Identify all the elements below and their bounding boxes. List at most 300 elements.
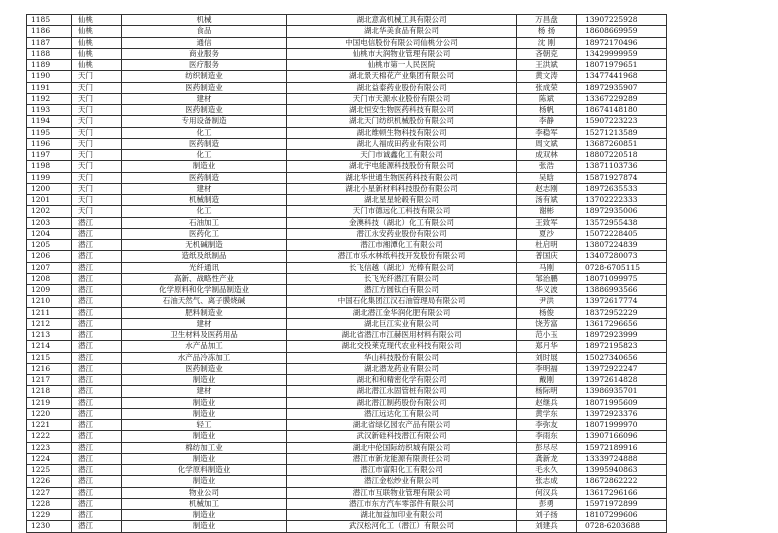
city-cell: 潜江 [72,465,122,476]
table-row [27,26,667,37]
table-row [27,465,667,476]
contact-person-cell: 陈斌 [517,93,577,104]
phone-cell: 18608669959 [577,26,667,37]
city-cell: 天门 [72,161,122,172]
table-row [27,105,667,116]
phone-cell: 18071995609 [577,397,667,408]
contact-person-cell: 黄学东 [517,408,577,419]
contact-person-cell: 李稳军 [517,127,577,138]
company-cell: 武汉新硅科技潜江有限公司 [287,431,517,442]
phone-cell: 13687260851 [577,138,667,149]
table-row [27,386,667,397]
table-row [27,228,667,239]
company-cell: 潜江市新龙能源有限责任公司 [287,453,517,464]
city-cell: 潜江 [72,273,122,284]
row-number-cell: 1189 [27,60,72,71]
city-cell: 潜江 [72,285,122,296]
table-row [27,251,667,262]
industry-cell: 通信 [122,37,287,48]
row-number-cell: 1200 [27,183,72,194]
phone-cell: 13907166096 [577,431,667,442]
table-row [27,48,667,59]
table-row [27,330,667,341]
row-number-cell: 1203 [27,217,72,228]
company-cell: 潜江方圆钛白有限公司 [287,285,517,296]
city-cell: 天门 [72,172,122,183]
city-cell: 潜江 [72,386,122,397]
row-number-cell: 1191 [27,82,72,93]
contact-person-cell: 赵志刚 [517,183,577,194]
table-row [27,510,667,521]
city-cell: 仙桃 [72,15,122,26]
company-cell: 湖北华美食品有限公司 [287,26,517,37]
row-number-cell: 1218 [27,386,72,397]
row-number-cell: 1201 [27,195,72,206]
company-cell: 湖北意高机械工具有限公司 [287,15,517,26]
row-number-cell: 1221 [27,420,72,431]
phone-cell: 18107299606 [577,510,667,521]
contact-person-cell: 马刚 [517,262,577,273]
city-cell: 潜江 [72,240,122,251]
contact-person-cell: 范小玉 [517,330,577,341]
company-cell: 长飞光纤潜江有限公司 [287,273,517,284]
industry-cell: 高新、战略性产业 [122,273,287,284]
city-cell: 天门 [72,183,122,194]
company-cell: 湖北华世通生物医药科技有限公司 [287,172,517,183]
table-row [27,442,667,453]
contact-person-cell: 杨帆 [517,105,577,116]
table-row [27,352,667,363]
row-number-cell: 1217 [27,375,72,386]
industry-cell: 建材 [122,93,287,104]
contact-person-cell: 何汉兵 [517,487,577,498]
industry-cell: 制造业 [122,521,287,532]
industry-cell: 医疗服务 [122,60,287,71]
industry-cell: 制造业 [122,397,287,408]
table-row [27,206,667,217]
row-number-cell: 1193 [27,105,72,116]
contact-person-cell: 李弥友 [517,420,577,431]
contact-person-cell: 杨际明 [517,386,577,397]
industry-cell: 化学原料制造业 [122,465,287,476]
company-cell: 潜江市乐水林纸科技开发股份有限公司 [287,251,517,262]
industry-cell: 医药化工 [122,228,287,239]
table-row [27,375,667,386]
industry-cell: 制造业 [122,510,287,521]
row-number-cell: 1227 [27,487,72,498]
industry-cell: 医药制造 [122,172,287,183]
company-cell: 湖北加益加印业有限公司 [287,510,517,521]
industry-cell: 制造业 [122,453,287,464]
company-contact-table [26,14,667,533]
row-number-cell: 1187 [27,37,72,48]
contact-person-cell: 汤有斌 [517,195,577,206]
industry-cell: 卫生材料及医药用品 [122,330,287,341]
city-cell: 潜江 [72,431,122,442]
city-cell: 潜江 [72,296,122,307]
industry-cell: 医药制造业 [122,105,287,116]
contact-person-cell: 沈 刚 [517,37,577,48]
industry-cell: 建材 [122,183,287,194]
table-row [27,521,667,532]
company-cell: 长飞信越（湖北）光棒有限公司 [287,262,517,273]
city-cell: 天门 [72,93,122,104]
company-cell: 湖北交投莱克现代农业科技有限公司 [287,341,517,352]
industry-cell: 造纸及纸制品 [122,251,287,262]
table-row [27,285,667,296]
industry-cell: 肥料制造业 [122,307,287,318]
phone-cell: 13986935701 [577,386,667,397]
city-cell: 天门 [72,195,122,206]
contact-person-cell: 张成荣 [517,82,577,93]
industry-cell: 制造业 [122,476,287,487]
row-number-cell: 1209 [27,285,72,296]
city-cell: 潜江 [72,442,122,453]
contact-person-cell: 夏沙 [517,228,577,239]
city-cell: 潜江 [72,330,122,341]
city-cell: 天门 [72,82,122,93]
row-number-cell: 1194 [27,116,72,127]
phone-cell: 13477441968 [577,71,667,82]
phone-cell: 13907225928 [577,15,667,26]
phone-cell: 13617296166 [577,487,667,498]
row-number-cell: 1202 [27,206,72,217]
company-cell: 潜江金松纱业有限公司 [287,476,517,487]
industry-cell: 医药制造业 [122,363,287,374]
city-cell: 潜江 [72,228,122,239]
industry-cell: 医药制造 [122,138,287,149]
contact-person-cell: 彭尽尽 [517,442,577,453]
row-number-cell: 1211 [27,307,72,318]
city-cell: 天门 [72,105,122,116]
phone-cell: 13339724888 [577,453,667,464]
contact-person-cell: 杨 扬 [517,26,577,37]
company-cell: 潜江市湘潭化工有限公司 [287,240,517,251]
industry-cell: 建材 [122,318,287,329]
phone-cell: 18071099975 [577,273,667,284]
row-number-cell: 1226 [27,476,72,487]
row-number-cell: 1196 [27,138,72,149]
table-row [27,408,667,419]
row-number-cell: 1207 [27,262,72,273]
industry-cell: 商业服务 [122,48,287,59]
phone-cell: 13807224839 [577,240,667,251]
phone-cell: 13972614828 [577,375,667,386]
phone-cell: 13367229289 [577,93,667,104]
city-cell: 潜江 [72,476,122,487]
company-cell: 湖北潜江永固管桩有限公司 [287,386,517,397]
phone-cell: 15027340656 [577,352,667,363]
phone-cell: 13972922247 [577,363,667,374]
city-cell: 潜江 [72,251,122,262]
row-number-cell: 1213 [27,330,72,341]
phone-cell: 18807220518 [577,150,667,161]
industry-cell: 物业公司 [122,487,287,498]
city-cell: 潜江 [72,375,122,386]
company-cell: 仙桃市大润物业管理有限公司 [287,48,517,59]
city-cell: 潜江 [72,397,122,408]
phone-cell: 15871927874 [577,172,667,183]
row-number-cell: 1208 [27,273,72,284]
table-row [27,161,667,172]
industry-cell: 食品 [122,26,287,37]
table-row [27,71,667,82]
contact-person-cell: 刘时展 [517,352,577,363]
company-cell: 潜江远达化工有限公司 [287,408,517,419]
company-cell: 中国电信股份有限公司仙桃分公司 [287,37,517,48]
table-row [27,296,667,307]
phone-cell: 13617296656 [577,318,667,329]
row-number-cell: 1225 [27,465,72,476]
industry-cell: 医药制造业 [122,82,287,93]
phone-cell: 13407280073 [577,251,667,262]
phone-cell: 18071979651 [577,60,667,71]
contact-person-cell: 刘建兵 [517,521,577,532]
company-cell: 武汉松河化工（潜江）有限公司 [287,521,517,532]
company-cell: 湖北巨江实业有限公司 [287,318,517,329]
contact-person-cell: 赵继兵 [517,397,577,408]
row-number-cell: 1223 [27,442,72,453]
table-row [27,116,667,127]
row-number-cell: 1216 [27,363,72,374]
row-number-cell: 1229 [27,510,72,521]
contact-person-cell: 吝朝克 [517,48,577,59]
industry-cell: 制造业 [122,408,287,419]
contact-person-cell: 王洪斌 [517,60,577,71]
table-row [27,217,667,228]
city-cell: 潜江 [72,341,122,352]
table-row [27,93,667,104]
industry-cell: 机械加工 [122,498,287,509]
city-cell: 天门 [72,150,122,161]
industry-cell: 制造业 [122,431,287,442]
table-row [27,82,667,93]
city-cell: 仙桃 [72,60,122,71]
city-cell: 天门 [72,116,122,127]
phone-cell: 15972189916 [577,442,667,453]
city-cell: 潜江 [72,498,122,509]
company-cell: 华山科技股份有限公司 [287,352,517,363]
phone-cell: 13995940863 [577,465,667,476]
contact-person-cell: 李雨东 [517,431,577,442]
contact-person-cell: 周文斌 [517,138,577,149]
company-cell: 天门市天源水业股份有限公司 [287,93,517,104]
contact-person-cell: 彭勇 [517,498,577,509]
table-row [27,318,667,329]
phone-cell: 18972635533 [577,183,667,194]
table-row [27,60,667,71]
industry-cell: 水产品加工 [122,341,287,352]
table-row [27,138,667,149]
phone-cell: 18972935006 [577,206,667,217]
city-cell: 潜江 [72,318,122,329]
contact-person-cell: 刘子扬 [517,510,577,521]
company-cell: 湖北潜江金华润化肥有限公司 [287,307,517,318]
industry-cell: 机械 [122,15,287,26]
city-cell: 潜江 [72,262,122,273]
row-number-cell: 1210 [27,296,72,307]
contact-person-cell: 谢彬 [517,206,577,217]
row-number-cell: 1206 [27,251,72,262]
phone-cell: 0728-6203688 [577,521,667,532]
city-cell: 天门 [72,127,122,138]
phone-cell: 18972195823 [577,341,667,352]
row-number-cell: 1198 [27,161,72,172]
industry-cell: 无机碱制造 [122,240,287,251]
table-row [27,172,667,183]
row-number-cell: 1199 [27,172,72,183]
industry-cell: 轻工 [122,420,287,431]
industry-cell: 化工 [122,150,287,161]
company-cell: 潜江永安药业股份有限公司 [287,228,517,239]
table-row [27,195,667,206]
contact-person-cell: 王致军 [517,217,577,228]
company-cell: 湖北益泰药业股份有限公司 [287,82,517,93]
row-number-cell: 1188 [27,48,72,59]
phone-cell: 13886993566 [577,285,667,296]
table-row [27,341,667,352]
city-cell: 潜江 [72,352,122,363]
phone-cell: 18674148180 [577,105,667,116]
industry-cell: 棉纺加工业 [122,442,287,453]
company-cell: 湖北维顿生物科技有限公司 [287,127,517,138]
table-row [27,363,667,374]
contact-person-cell: 吴晗 [517,172,577,183]
table-row [27,453,667,464]
contact-person-cell: 普国庆 [517,251,577,262]
row-number-cell: 1192 [27,93,72,104]
table-row [27,431,667,442]
company-cell: 湖北天门纺织机械股份有限公司 [287,116,517,127]
company-cell: 天门市德远化工科技有限公司 [287,206,517,217]
city-cell: 潜江 [72,408,122,419]
company-cell: 湖北潜江制药股份有限公司 [287,397,517,408]
industry-cell: 化工 [122,127,287,138]
company-cell: 湖北景天棉花产业集团有限公司 [287,71,517,82]
table-row [27,498,667,509]
phone-cell: 13702222333 [577,195,667,206]
company-cell: 中国石化集团江汉石油管理局有限公司 [287,296,517,307]
company-cell: 湖北潜龙药业有限公司 [287,363,517,374]
industry-cell: 制造业 [122,161,287,172]
industry-cell: 光纤通讯 [122,262,287,273]
row-number-cell: 1214 [27,341,72,352]
row-number-cell: 1224 [27,453,72,464]
city-cell: 仙桃 [72,48,122,59]
table-row [27,420,667,431]
phone-cell: 18972923999 [577,330,667,341]
table-row [27,15,667,26]
contact-person-cell: 成双林 [517,150,577,161]
industry-cell: 石油天然气、离子膜烧碱 [122,296,287,307]
company-cell: 潜江市富阳化工有限公司 [287,465,517,476]
city-cell: 潜江 [72,510,122,521]
phone-cell: 18071999970 [577,420,667,431]
company-cell: 湖北中伦国际纺织城有限公司 [287,442,517,453]
row-number-cell: 1215 [27,352,72,363]
table-row [27,240,667,251]
phone-cell: 15907223223 [577,116,667,127]
company-cell: 仙桃市第一人民医院 [287,60,517,71]
row-number-cell: 1195 [27,127,72,138]
city-cell: 天门 [72,206,122,217]
contact-person-cell: 张志成 [517,476,577,487]
table-row [27,150,667,161]
company-cell: 湖北恒安生物医药科技有限公司 [287,105,517,116]
table-row [27,476,667,487]
phone-cell: 18372952229 [577,307,667,318]
contact-person-cell: 饶芳富 [517,318,577,329]
city-cell: 天门 [72,71,122,82]
row-number-cell: 1197 [27,150,72,161]
contact-person-cell: 黄文涛 [517,71,577,82]
company-cell: 潜江市互联物业管理有限公司 [287,487,517,498]
city-cell: 潜江 [72,217,122,228]
table-row [27,307,667,318]
table-row [27,37,667,48]
row-number-cell: 1230 [27,521,72,532]
contact-person-cell: 戴刚 [517,375,577,386]
phone-cell: 13871103736 [577,161,667,172]
industry-cell: 机械制造 [122,195,287,206]
city-cell: 潜江 [72,363,122,374]
row-number-cell: 1205 [27,240,72,251]
table-row [27,127,667,138]
city-cell: 仙桃 [72,37,122,48]
row-number-cell: 1204 [27,228,72,239]
phone-cell: 13972617774 [577,296,667,307]
phone-cell: 13972923376 [577,408,667,419]
phone-cell: 18972170496 [577,37,667,48]
contact-person-cell: 万昌盘 [517,15,577,26]
contact-person-cell: 李明福 [517,363,577,374]
table-row [27,262,667,273]
table-row [27,397,667,408]
industry-cell: 制造业 [122,375,287,386]
city-cell: 潜江 [72,420,122,431]
city-cell: 天门 [72,138,122,149]
company-cell: 湖北星星轮毂有限公司 [287,195,517,206]
company-cell: 湖北和和精密化学有限公司 [287,375,517,386]
table-row [27,487,667,498]
contact-person-cell: 郑月华 [517,341,577,352]
industry-cell: 建材 [122,386,287,397]
company-cell: 天门市诚鑫化工有限公司 [287,150,517,161]
phone-cell: 15271213589 [577,127,667,138]
company-cell: 湖北人福成田药业有限公司 [287,138,517,149]
table-row [27,273,667,284]
row-number-cell: 1190 [27,71,72,82]
contact-person-cell: 杨俊 [517,307,577,318]
contact-person-cell: 尹洪 [517,296,577,307]
industry-cell: 水产品冷冻加工 [122,352,287,363]
industry-cell: 纺织制造业 [122,71,287,82]
row-number-cell: 1220 [27,408,72,419]
row-number-cell: 1222 [27,431,72,442]
phone-cell: 15072228405 [577,228,667,239]
industry-cell: 石油加工 [122,217,287,228]
table-row [27,183,667,194]
company-cell: 金澳科技（湖北）化工有限公司 [287,217,517,228]
city-cell: 潜江 [72,487,122,498]
row-number-cell: 1185 [27,15,72,26]
company-cell: 湖北宇电能源科技股份有限公司 [287,161,517,172]
contact-person-cell: 邹治鹏 [517,273,577,284]
row-number-cell: 1219 [27,397,72,408]
city-cell: 潜江 [72,453,122,464]
phone-cell: 15971972899 [577,498,667,509]
industry-cell: 专用设备制造 [122,116,287,127]
